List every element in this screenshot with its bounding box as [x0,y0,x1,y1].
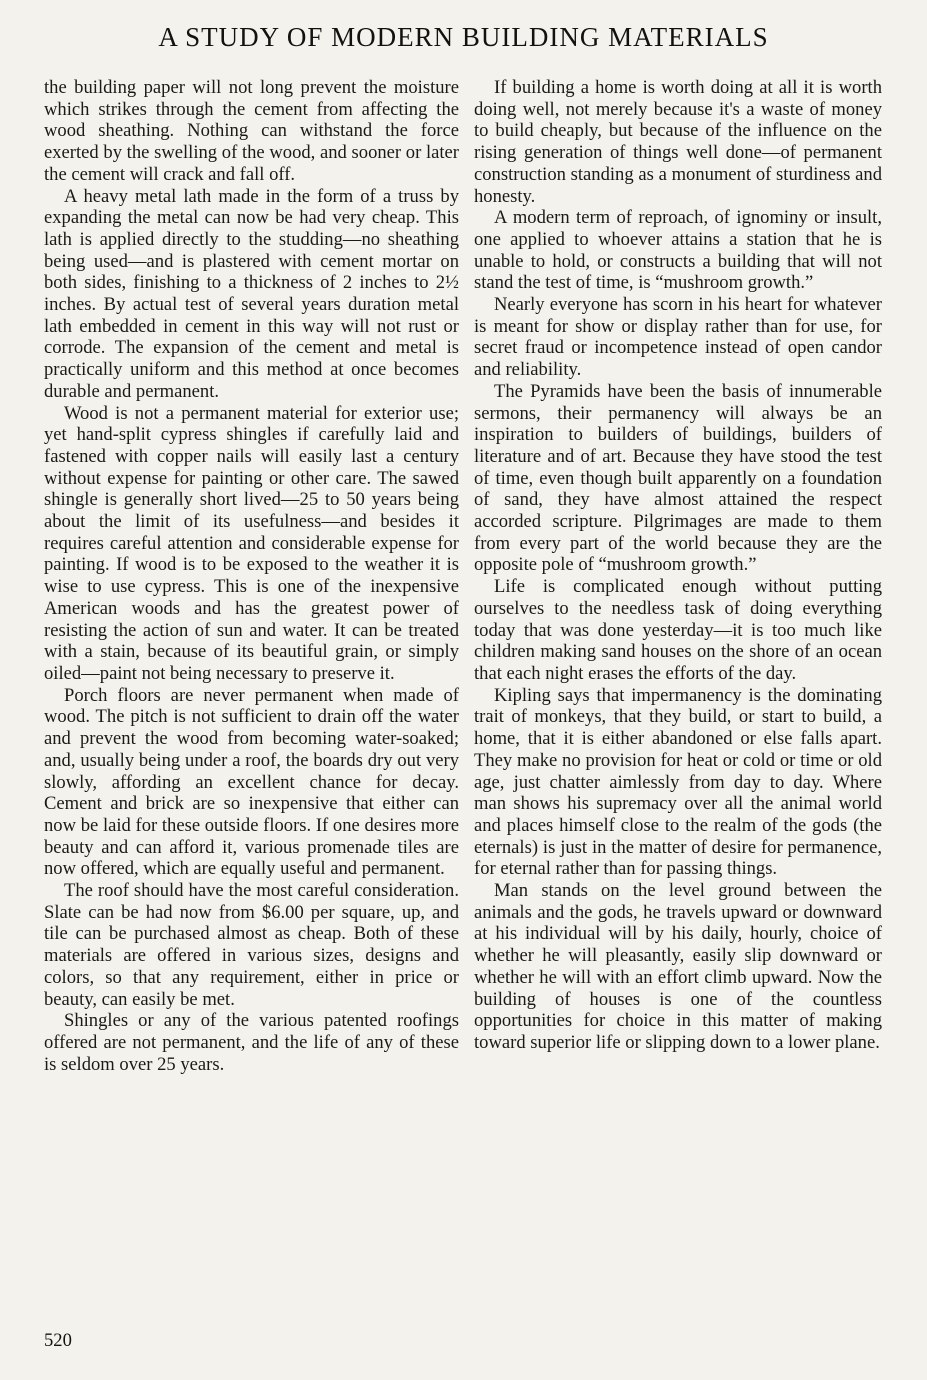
paragraph: Porch floors are never permanent when made of wood. The pitch is not sufficient to drain off the water and prevent the wood from becoming water-soaked; and, usually being under a roof, the boards dry out very slowly, affording an excellent chance for decay. Cement and brick are so inexpensive that either can now be laid for these outside floors. If one desires more beauty and can afford it, various promenade tiles are now offered, which are equally useful and permanent. [44,684,459,880]
paragraph: Man stands on the level ground between the animals and the gods, he travels upward or downward at his individual will by his daily, hourly, choice of whether he will pleasantly, easily slip downward or whether he will with an effort climb upward. Now the building of houses is one of the countless opportunities for choice in this matter of making toward superior life or slipping down to a lower plane. [474,880,882,1053]
paragraph: Shingles or any of the various patented roofings offered are not permanent, and the life of any of these is seldom over 25 years. [44,1010,459,1075]
paragraph: If building a home is worth doing at all it is worth doing well, not merely because it's a waste of money to build cheaply, but because of the influence on the rising generation of things well done—of permanent construction standing as a monument of sturdiness and honesty. [474,77,882,207]
paragraph: the building paper will not long prevent the moisture which strikes through the cement from affecting the wood sheathing. Nothing can withstand the force exerted by the swelling of the wood, and sooner or later the cement will crack and fall off. [44,77,459,185]
paragraph: Nearly everyone has scorn in his heart for whatever is meant for show or display rather than for use, for secret fraud or incompetence instead of open candor and reliability. [474,294,882,381]
paragraph: A heavy metal lath made in the form of a truss by expanding the metal can now be had very cheap. This lath is applied directly to the studding—no sheathing being used—and is plastered with cement mortar on both sides, finishing to a thickness of 2 inches to 2½ inches. By actual test of several years duration metal lath embedded in cement in this way will not rust or corrode. The expansion of the cement and metal is practically uniform and this method at once becomes durable and permanent. [44,185,459,402]
page-number: 520 [44,1330,72,1351]
paragraph: The roof should have the most careful consideration. Slate can be had now from $6.00 per square, up, and tile can be purchased almost as cheap. Both of these materials are offered in various sizes, designs and colors, so that any requirement, either in price or beauty, can easily be met. [44,880,459,1010]
paragraph: Kipling says that impermanency is the dominating trait of monkeys, that they build, or start to build, a home, that it is either abandoned or else falls apart. They make no provision for heat or cold or time or old age, just chatter aimlessly from day to day. Where man shows his supremacy over all the animal world and places himself close to the realm of the gods (the eternals) is just in the matter of desire for permanence, for eternal rather than for passing things. [474,684,882,880]
paragraph: The Pyramids have been the basis of innumerable sermons, their permanency will always be an inspiration to builders of buildings, builders of literature and of art. Because they have stood the test of time, even though built apparently on a foundation of sand, they have almost attained the respect accorded scripture. Pilgrimages are made to them from every part of the world because they are the opposite pole of “mushroom growth.” [474,380,882,576]
paragraph: A modern term of reproach, of ignominy or insult, one applied to whoever attains a station that he is unable to hold, or constructs a building that will not stand the test of time, is “mushroom growth.” [474,207,882,294]
page-header: A STUDY OF MODERN BUILDING MATERIALS [158,22,769,52]
paragraph: Life is complicated enough without putting ourselves to the needless task of doing everything today that was done yesterday—it is too much like children making sand houses on the shore of an ocean that each night erases the efforts of the day. [474,576,882,684]
left-column [44,77,459,1075]
right-column [474,77,882,1054]
paragraph: Wood is not a permanent material for exterior use; yet hand-split cypress shingles if carefully laid and fastened with copper nails will easily last a century without expense for painting or other care. The sawed shingle is generally short lived—25 to 50 years being about the limit of its usefulness—and besides it requires careful attention and considerable expense for painting. If wood is to be exposed to the weather it is wise to use cypress. This is one of the inexpensive American woods and has the greatest power of resisting the action of sun and water. It can be treated with a stain, because of its beautiful grain, or simply oiled—paint not being necessary to preserve it. [44,402,459,684]
